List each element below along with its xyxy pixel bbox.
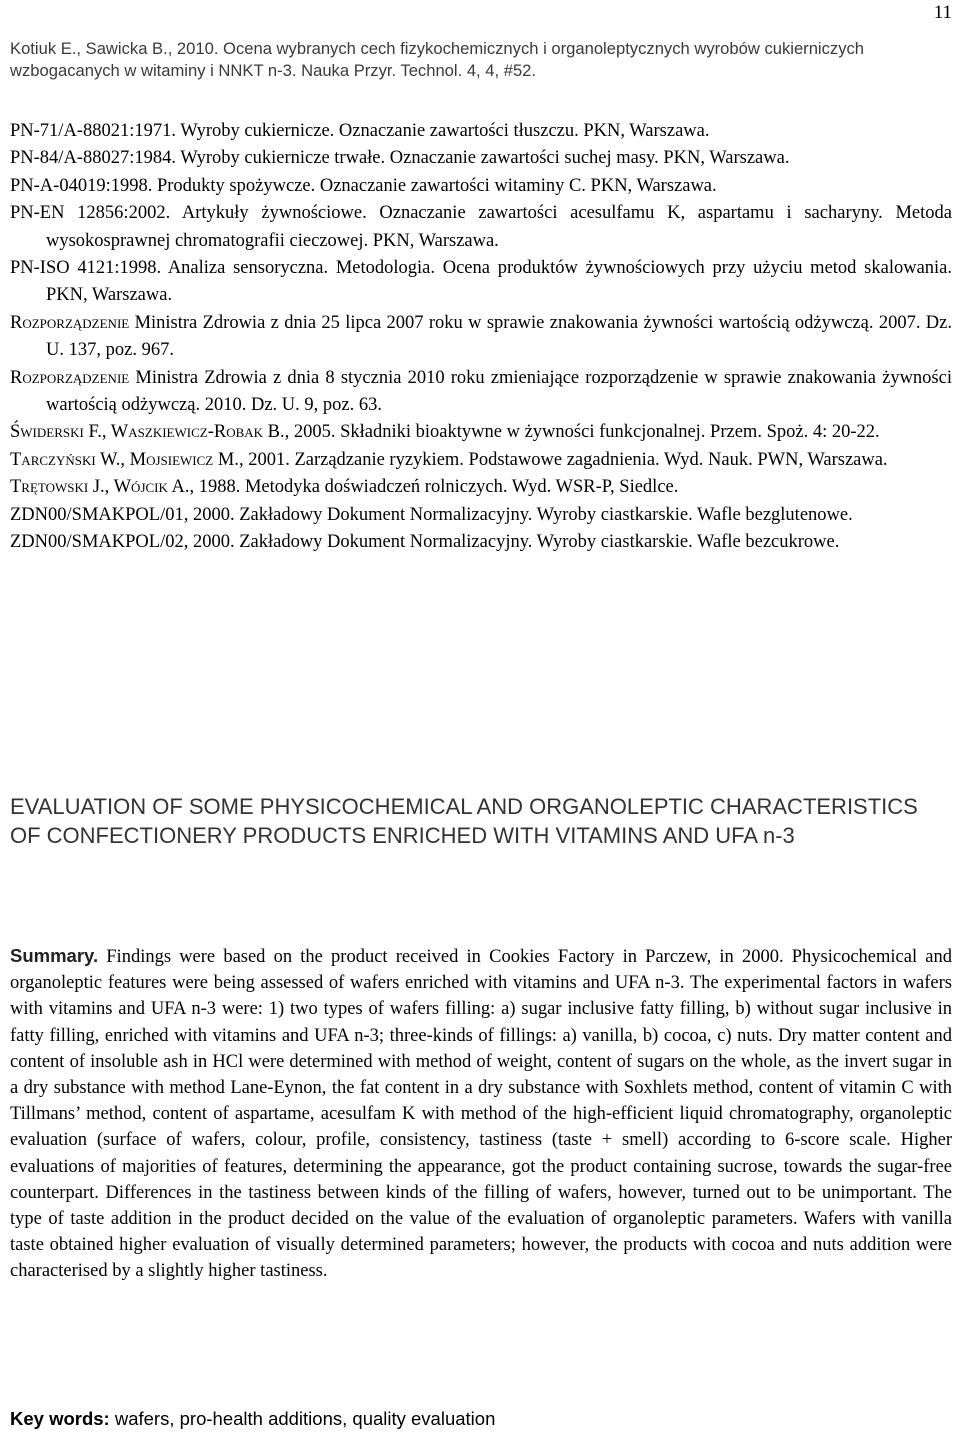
reference-item (10, 310, 952, 365)
reference-text: , 2001. Zarządzanie ryzykiem. Podstawowe zagadnienia. Wyd. Nauk. PWN, Warszawa. (238, 449, 888, 470)
reference-author: Świderski F., Waszkiewicz-Robak B. (10, 422, 285, 443)
reference-item (10, 118, 952, 145)
reference-text: PN-ISO 4121:1998. Analiza sensoryczna. Metodologia. Ocena produktów żywnościowych przy użyciu metod skalowania. PKN, Warszawa. (10, 258, 952, 306)
reference-item (10, 200, 952, 255)
keywords-label: Key words: (10, 1408, 110, 1429)
english-title: EVALUATION OF SOME PHYSICOCHEMICAL AND ORGANOLEPTIC CHARACTERISTICS OF CONFECTIONERY PRODUCTS ENRICHED WITH VITAMINS AND UFA n-3 (10, 794, 918, 848)
reference-text: Ministra Zdrowia z dnia 8 stycznia 2010 roku zmieniające rozporządzenie w sprawie znakowania żywności wartością odżywczą. 2010. Dz. U. 9, poz. 63. (46, 367, 952, 416)
reference-list (10, 118, 952, 557)
reference-item (10, 502, 952, 529)
reference-text: PN-EN 12856:2002. Artykuły żywnościowe. Oznaczanie zawartości acesulfamu K, aspartamu i sacharyny. Metoda wysokosprawnej chromatografii cieczowej. PKN, Warszawa. (10, 203, 952, 251)
reference-text: ZDN00/SMAKPOL/01, 2000. Zakładowy Dokument Normalizacyjny. Wyroby ciastkarskie. Wafle bezglutenowe. (10, 504, 853, 525)
reference-text: Ministra Zdrowia z dnia 25 lipca 2007 roku w sprawie znakowania żywności wartością odżywczą. 2007. Dz. U. 137, poz. 967. (46, 312, 952, 361)
summary-paragraph (10, 943, 952, 1285)
summary-label: Summary. (10, 945, 99, 966)
reference-author: Rozporządzenie (10, 312, 130, 333)
reference-text: , 2005. Składniki bioaktywne w żywności funkcjonalnej. Przem. Spoż. 4: 20-22. (284, 422, 880, 443)
summary-text: Findings were based on the product received in Cookies Factory in Parczew, in 2000. Physicochemical and organoleptic features were being assessed of wafers enriched with vitamins and UFA n-3. The experimental factors in wafers with vitamins and UFA n-3 were: 1) two types of wafers filling: a) sugar inclusive fatty filling, b) without sugar inclusive in fatty filling, enriched with vitamins and UFA n-3; three-kinds of fillings: a) vanilla, b) cocoa, c) nuts. Dry matter content and content of insoluble ash in HCl were determined with method of weight, content of sugars on the whole, as the invert sugar in a dry substance with method Lane-Eynon, the fat content in a dry substance with Soxhlets method, content of vitamin C with Tillmans’ method, content of aspartame, acesulfam K with method of the high-efficient liquid chromatography, organoleptic evaluation (surface of wafers, colour, profile, consistency, tastiness (taste + smell) according to 6-score scale. Higher evaluations of majorities of features, determining the appearance, got the product containing sucrose, towards the sugar-free counterpart. Differences in the tastiness between kinds of the filling of wafers, however, turned out to be unimportant. The type of taste addition in the product decided on the value of the evaluation of organoleptic parameters. Wafers with vanilla taste obtained higher evaluation of visually determined parameters; however, the products with cocoa and nuts addition were characterised by a slightly higher tastiness. (10, 947, 952, 1282)
running-header-citation: Kotiuk E., Sawicka B., 2010. Ocena wybranych cech fizykochemicznych i organoleptycznych wyrobów cukierniczych wzbogacanych w witaminy i NNKT n-3. Nauka Przyr. Technol. 4, 4, #52. (10, 39, 865, 80)
keywords-text: wafers, pro-health additions, quality evaluation (109, 1408, 496, 1429)
reference-text: , 1988. Metodyka doświadczeń rolniczych. Wyd. WSR-P, Siedlce. (189, 477, 679, 498)
reference-text: PN-71/A-88021:1971. Wyroby cukiernicze. Oznaczanie zawartości tłuszczu. PKN, Warszawa. (10, 121, 710, 141)
reference-item (10, 447, 952, 474)
reference-item (10, 365, 952, 420)
reference-item (10, 529, 952, 556)
reference-text: ZDN00/SMAKPOL/02, 2000. Zakładowy Dokument Normalizacyjny. Wyroby ciastkarskie. Wafle bezcukrowe. (10, 532, 840, 553)
reference-item (10, 145, 952, 172)
reference-item (10, 419, 952, 446)
reference-item (10, 255, 952, 310)
reference-text: PN-84/A-88027:1984. Wyroby cukiernicze trwałe. Oznaczanie zawartości suchej masy. PKN, Warszawa. (10, 148, 790, 169)
reference-author: Tarczyński W., Mojsiewicz M. (10, 449, 239, 470)
reference-item (10, 173, 952, 200)
reference-item (10, 474, 952, 501)
keywords-line (10, 1406, 952, 1432)
reference-author: Rozporządzenie (10, 367, 130, 388)
reference-author: Trętowski J., Wójcik A. (10, 477, 190, 498)
page-number: 11 (933, 2, 952, 23)
reference-text: PN-A-04019:1998. Produkty spożywcze. Oznaczanie zawartości witaminy C. PKN, Warszawa. (10, 175, 717, 196)
